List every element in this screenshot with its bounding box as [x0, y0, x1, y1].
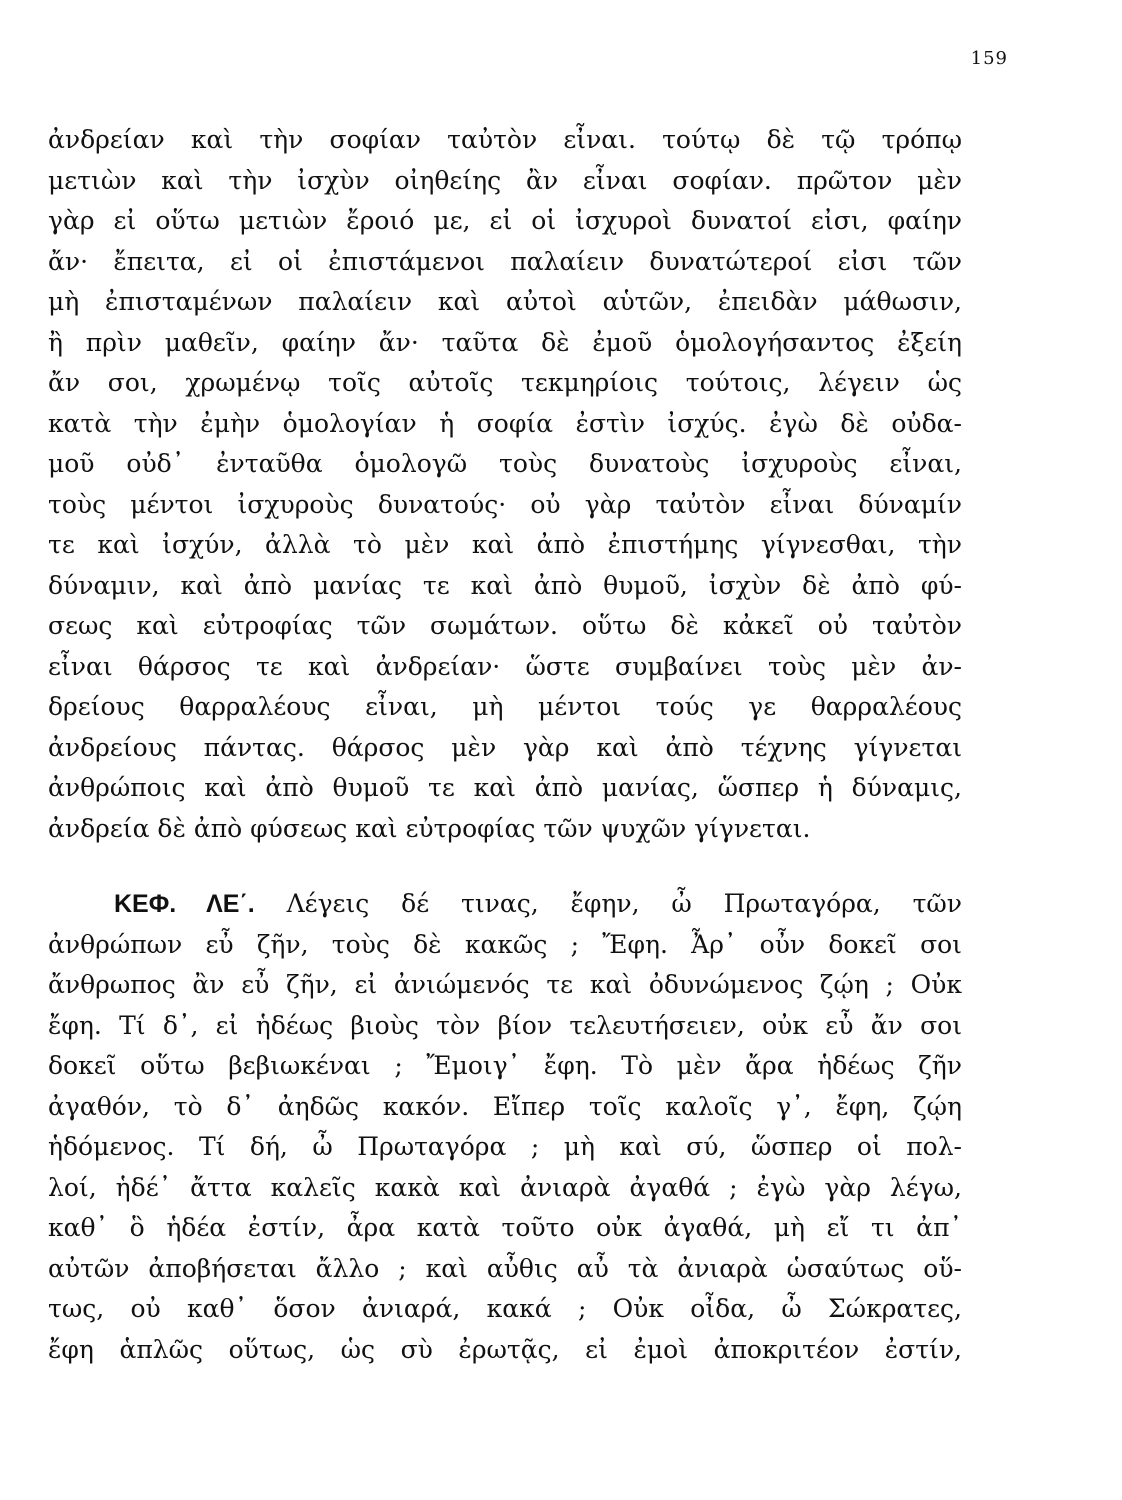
paragraph-1	[48, 120, 962, 849]
text-line: ἀγαθόν, τὸ δ᾽ ἀηδῶς κακόν. Εἴπερ τοῖς καλοῖς γ᾽, ἔφη, ζῴη	[48, 1091, 962, 1121]
text-line: δοκεῖ οὕτω βεβιωκέναι ; Ἔμοιγ᾽ ἔφη. Τὸ μὲν ἄρα ἡδέως ζῆν	[48, 1051, 962, 1080]
text-line: ἀνδρείαν καὶ τὴν σοφίαν ταὐτὸν εἶναι. τούτῳ δὲ τῷ τρόπῳ	[48, 125, 962, 154]
text-line: ἄν σοι, χρωμένῳ τοῖς αὐτοῖς τεκμηρίοις τούτοις, λέγειν ὡς	[48, 368, 962, 397]
text-line: καθ᾽ ὃ ἡδέα ἐστίν, ἆρα κατὰ τοῦτο οὐκ ἀγαθά, μὴ εἴ τι ἀπ᾽	[48, 1213, 962, 1242]
text-line: κατὰ τὴν ἐμὴν ὁμολογίαν ἡ σοφία ἐστὶν ἰσχύς. ἐγὼ δὲ οὐδα-	[48, 408, 962, 438]
page-number: 159	[970, 48, 1008, 69]
text-line: ἔφη ἁπλῶς οὕτως, ὡς σὺ ἐρωτᾷς, εἰ ἐμοὶ ἀποκριτέον ἐστίν,	[48, 1334, 962, 1364]
chapter-first-line-text: Λέγεις δέ τινας, ἔφην, ὦ Πρωταγόρα, τῶν	[286, 889, 962, 918]
chapter-first-line	[48, 884, 962, 925]
text-line: ἀνδρείους πάντας. θάρσος μὲν γὰρ καὶ ἀπὸ τέχνης γίγνεται	[48, 732, 962, 762]
text-line: σεως καὶ εὐτροφίας τῶν σωμάτων. οὕτω δὲ κἀκεῖ οὐ ταὐτὸν	[48, 611, 962, 640]
text-line: δύναμιν, καὶ ἀπὸ μανίας τε καὶ ἀπὸ θυμοῦ, ἰσχὺν δὲ ἀπὸ φύ-	[48, 570, 962, 600]
text-line: ἀνδρεία δὲ ἀπὸ φύσεως καὶ εὐτροφίας τῶν ψυχῶν γίγνεται.	[48, 813, 811, 843]
text-line: δρείους θαρραλέους εἶναι, μὴ μέντοι τούς γε θαρραλέους	[48, 692, 962, 721]
text-line: ἀνθρώποις καὶ ἀπὸ θυμοῦ τε καὶ ἀπὸ μανίας, ὥσπερ ἡ δύναμις,	[48, 773, 962, 802]
text-line: αὐτῶν ἀποβήσεται ἄλλο ; καὶ αὖθις αὖ τὰ ἀνιαρὰ ὡσαύτως οὕ-	[48, 1253, 962, 1283]
text-line: τε καὶ ἰσχύν, ἀλλὰ τὸ μὲν καὶ ἀπὸ ἐπιστήμης γίγνεσθαι, τὴν	[48, 530, 962, 559]
text-line: εἶναι θάρσος τε καὶ ἀνδρείαν· ὥστε συμβαίνει τοὺς μὲν ἀν-	[48, 651, 962, 681]
text-line: ἔφη. Τί δ᾽, εἰ ἡδέως βιοὺς τὸν βίον τελευτήσειεν, οὐκ εὖ ἄν σοι	[48, 1010, 962, 1040]
text-line: ἀνθρώπων εὖ ζῆν, τοὺς δὲ κακῶς ; Ἔφη. Ἆρ᾽ οὖν δοκεῖ σοι	[48, 929, 962, 959]
text-line: γὰρ εἰ οὕτω μετιὼν ἔροιό με, εἰ οἱ ἰσχυροὶ δυνατοί εἰσι, φαίην	[48, 206, 962, 235]
chapter-heading: ΚΕΦ. ΛΕ΄.	[114, 890, 255, 918]
text-line: ἢ πρὶν μαθεῖν, φαίην ἄν· ταῦτα δὲ ἐμοῦ ὁμολογήσαντος ἐξείη	[48, 327, 962, 357]
text-line: τως, οὐ καθ᾽ ὅσον ἀνιαρά, κακά ; Οὐκ οἶδα, ὦ Σώκρατες,	[48, 1294, 962, 1323]
text-line: μοῦ οὐδ᾽ ἐνταῦθα ὁμολογῶ τοὺς δυνατοὺς ἰσχυροὺς εἶναι,	[48, 449, 962, 478]
text-line: ἄν· ἔπειτα, εἰ οἱ ἐπιστάμενοι παλαίειν δυνατώτεροί εἰσι τῶν	[48, 246, 962, 276]
text-line: μετιὼν καὶ τὴν ἰσχὺν οἰηθείης ἂν εἶναι σοφίαν. πρῶτον μὲν	[48, 165, 962, 195]
text-line: τοὺς μέντοι ἰσχυροὺς δυνατούς· οὐ γὰρ ταὐτὸν εἶναι δύναμίν	[48, 489, 962, 519]
text-line: μὴ ἐπισταμένων παλαίειν καὶ αὐτοὶ αὑτῶν, ἐπειδὰν μάθωσιν,	[48, 287, 962, 316]
paragraph-2	[48, 884, 962, 1370]
text-line: λοί, ἡδέ᾽ ἄττα καλεῖς κακὰ καὶ ἀνιαρὰ ἀγαθά ; ἐγὼ γὰρ λέγω,	[48, 1172, 962, 1202]
text-line: ἄνθρωπος ἂν εὖ ζῆν, εἰ ἀνιώμενός τε καὶ ὀδυνώμενος ζῴη ; Οὐκ	[48, 970, 962, 999]
text-line: ἡδόμενος. Τί δή, ὦ Πρωταγόρα ; μὴ καὶ σύ, ὥσπερ οἱ πολ-	[48, 1132, 962, 1161]
